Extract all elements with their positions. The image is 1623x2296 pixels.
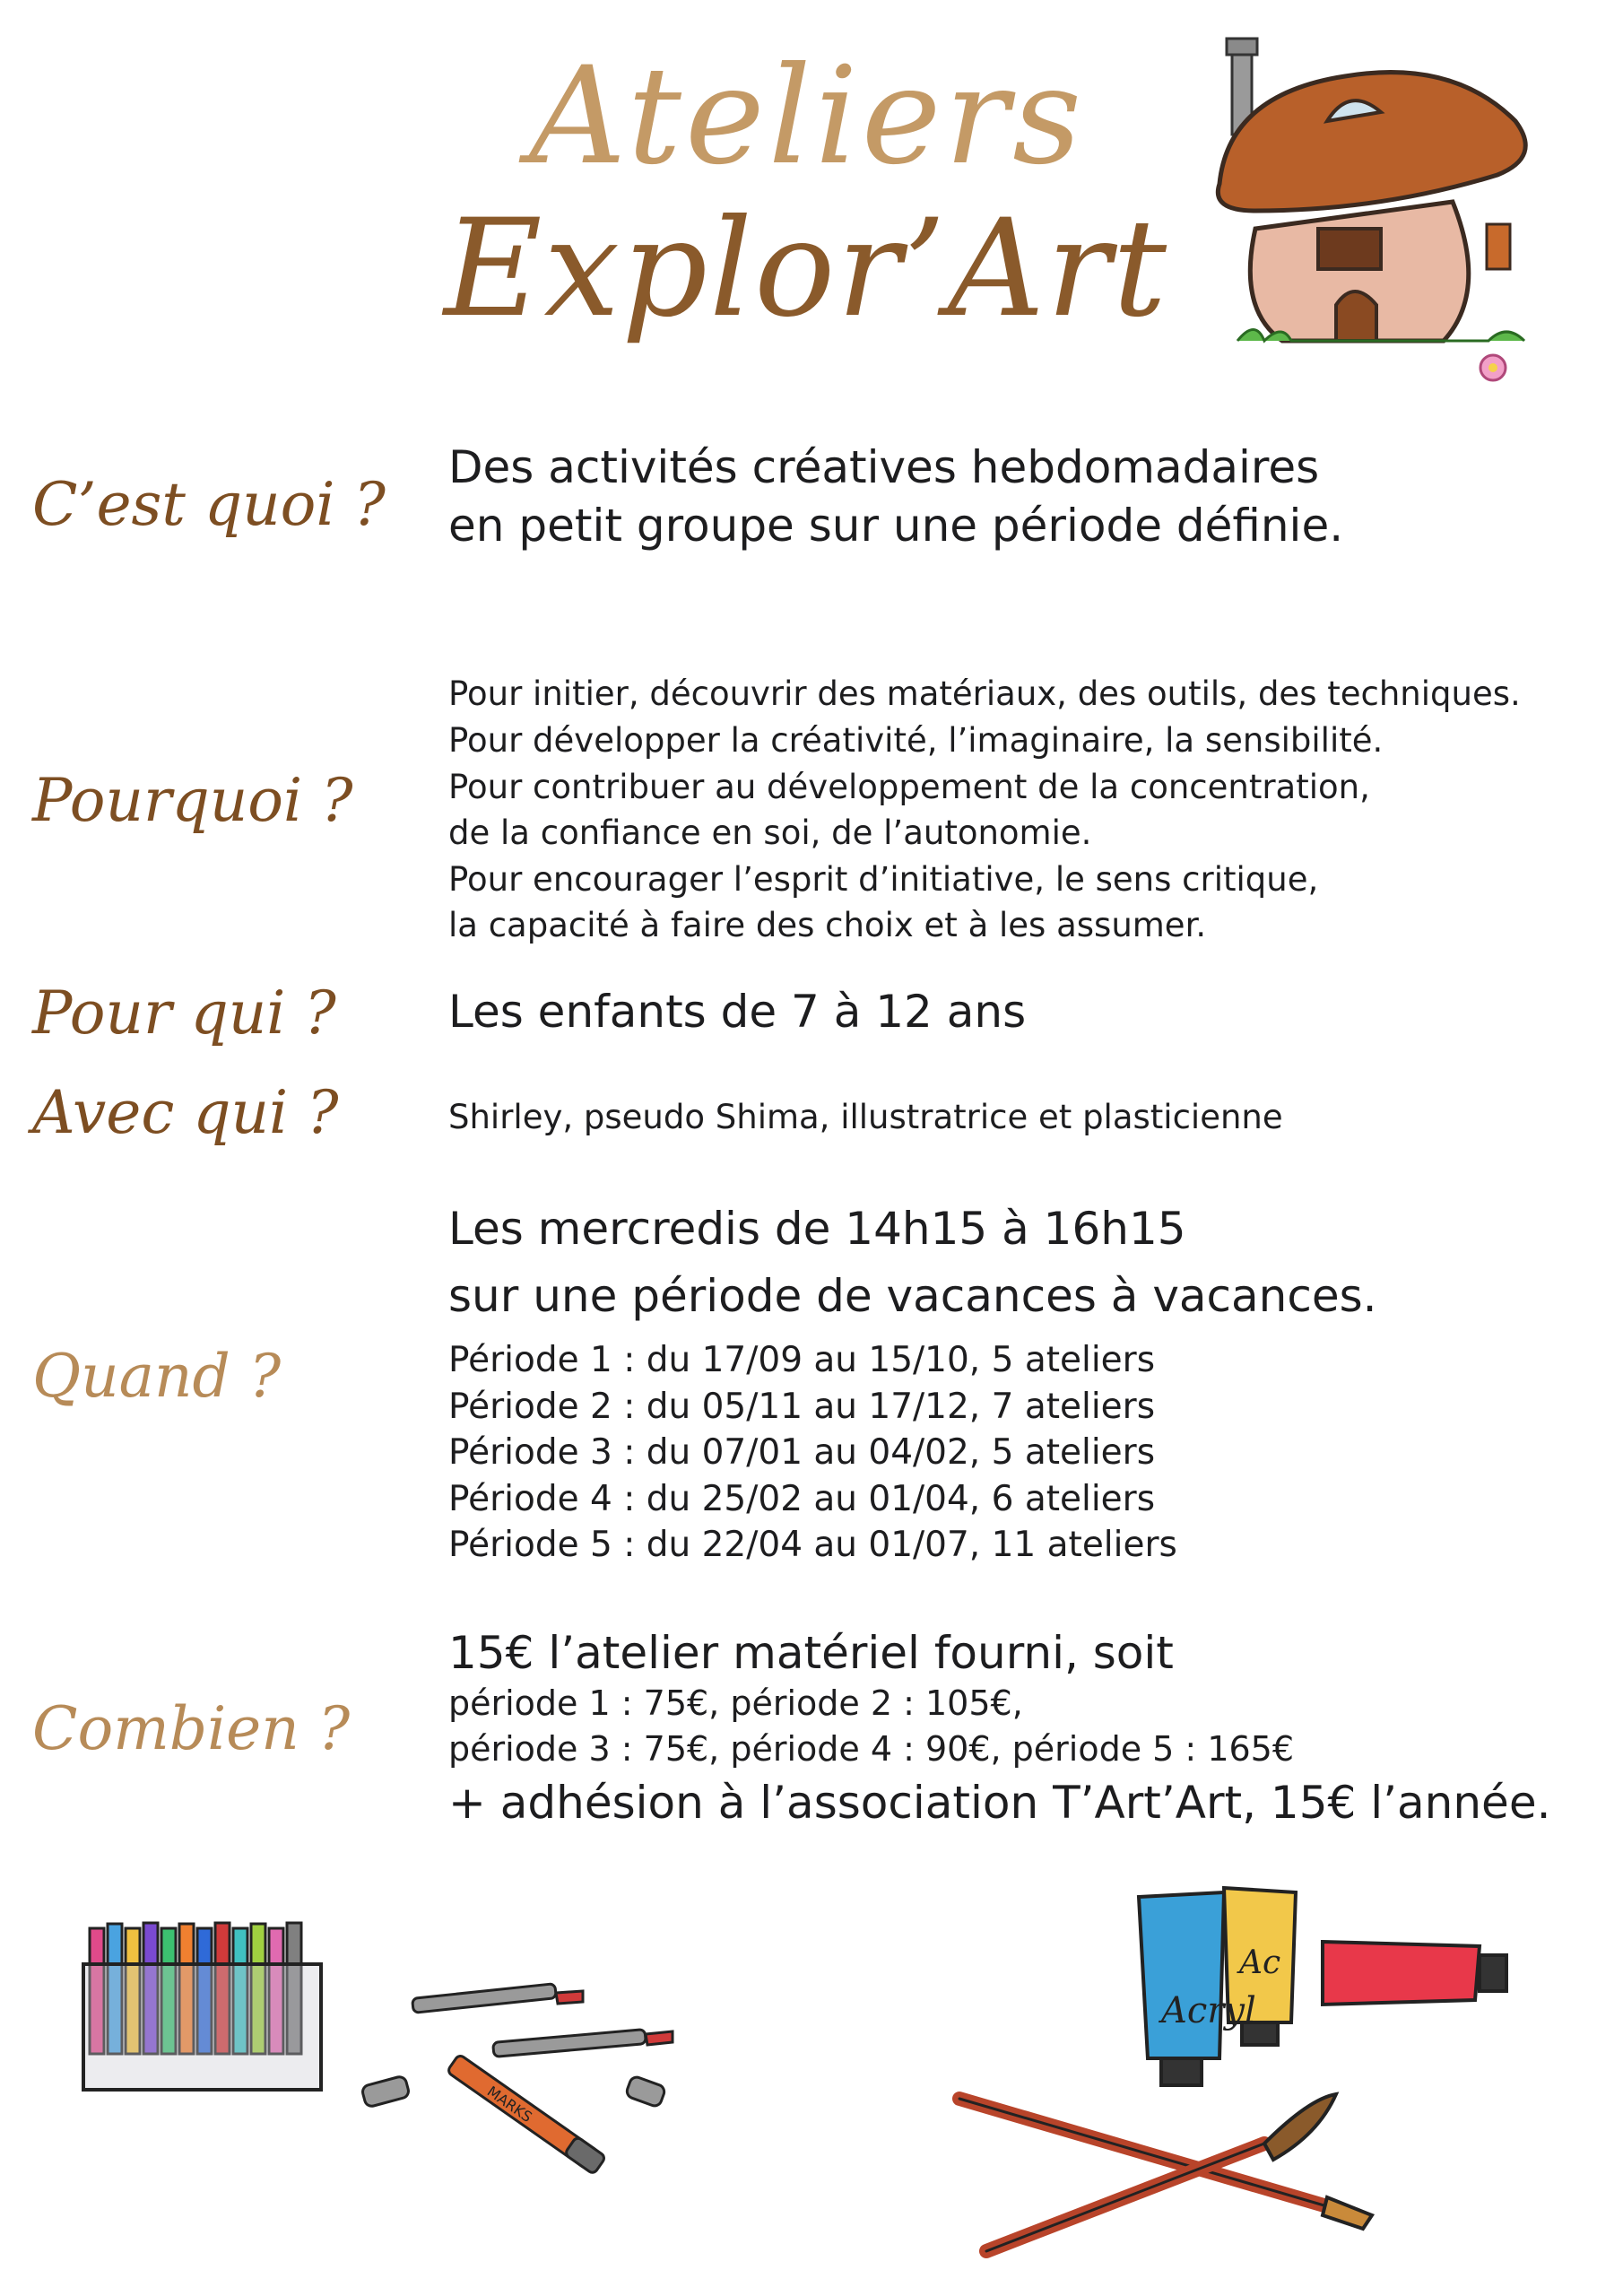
brushes-icon — [950, 2063, 1417, 2269]
tube-label-ac: Ac — [1239, 1944, 1281, 1981]
label-pour-qui: Pour qui ? — [32, 978, 336, 1048]
pour-qui-text: Les enfants de 7 à 12 ans — [448, 986, 1027, 1038]
quand-intro-1: Les mercredis de 14h15 à 16h15 — [448, 1203, 1186, 1255]
pourquoi-line-4: de la confiance en soi, de l’autonomie. — [448, 813, 1092, 852]
label-quand: Quand ? — [32, 1342, 282, 1411]
pourquoi-line-3: Pour contribuer au développement de la concentration, — [448, 768, 1370, 806]
markers-box-icon — [76, 1910, 336, 2099]
label-pourquoi: Pourquoi ? — [32, 766, 353, 835]
cest-quoi-line-2: en petit groupe sur une période définie. — [448, 500, 1344, 552]
tube-label-acryl: Acryl — [1161, 1990, 1256, 2031]
quand-period-1: Période 1 : du 17/09 au 15/10, 5 ateliers — [448, 1340, 1156, 1380]
loose-markers-icon — [359, 1982, 699, 2161]
combien-prices-2: période 3 : 75€, période 4 : 90€, période 5 : 165€ — [448, 1729, 1295, 1769]
quand-period-2: Période 2 : du 05/11 au 17/12, 7 ateliers — [448, 1387, 1156, 1427]
quand-intro-2: sur une période de vacances à vacances. — [448, 1270, 1377, 1322]
quand-period-4: Période 4 : du 25/02 au 01/04, 6 ateliers — [448, 1479, 1156, 1519]
quand-period-3: Période 3 : du 07/01 au 04/02, 5 ateliers — [448, 1432, 1156, 1473]
pourquoi-line-1: Pour initier, découvrir des matériaux, des outils, des techniques. — [448, 674, 1521, 713]
combien-main: 15€ l’atelier matériel fourni, soit — [448, 1627, 1174, 1679]
combien-prices-1: période 1 : 75€, période 2 : 105€, — [448, 1683, 1023, 1723]
marker-brand-label: MARKS — [483, 2083, 535, 2126]
avec-qui-text: Shirley, pseudo Shima, illustratrice et plasticienne — [448, 1098, 1283, 1136]
title-ateliers: Ateliers — [529, 39, 1086, 195]
quand-period-5: Période 5 : du 22/04 au 01/07, 11 ateliers — [448, 1525, 1177, 1565]
label-avec-qui: Avec qui ? — [32, 1078, 339, 1147]
mushroom-house-icon — [1202, 22, 1560, 399]
cest-quoi-line-1: Des activités créatives hebdomadaires — [448, 441, 1320, 493]
title-explorart: Explor’Art — [444, 191, 1169, 347]
pourquoi-line-5: Pour encourager l’esprit d’initiative, le sens critique, — [448, 860, 1319, 899]
label-combien: Combien ? — [32, 1694, 351, 1763]
combien-adhesion: + adhésion à l’association T’Art’Art, 15€ l’année. — [448, 1777, 1551, 1829]
label-cest-quoi: C’est quoi ? — [32, 470, 386, 539]
pourquoi-line-2: Pour développer la créativité, l’imaginaire, la sensibilité. — [448, 721, 1384, 760]
pourquoi-line-6: la capacité à faire des choix et à les assumer. — [448, 906, 1207, 944]
